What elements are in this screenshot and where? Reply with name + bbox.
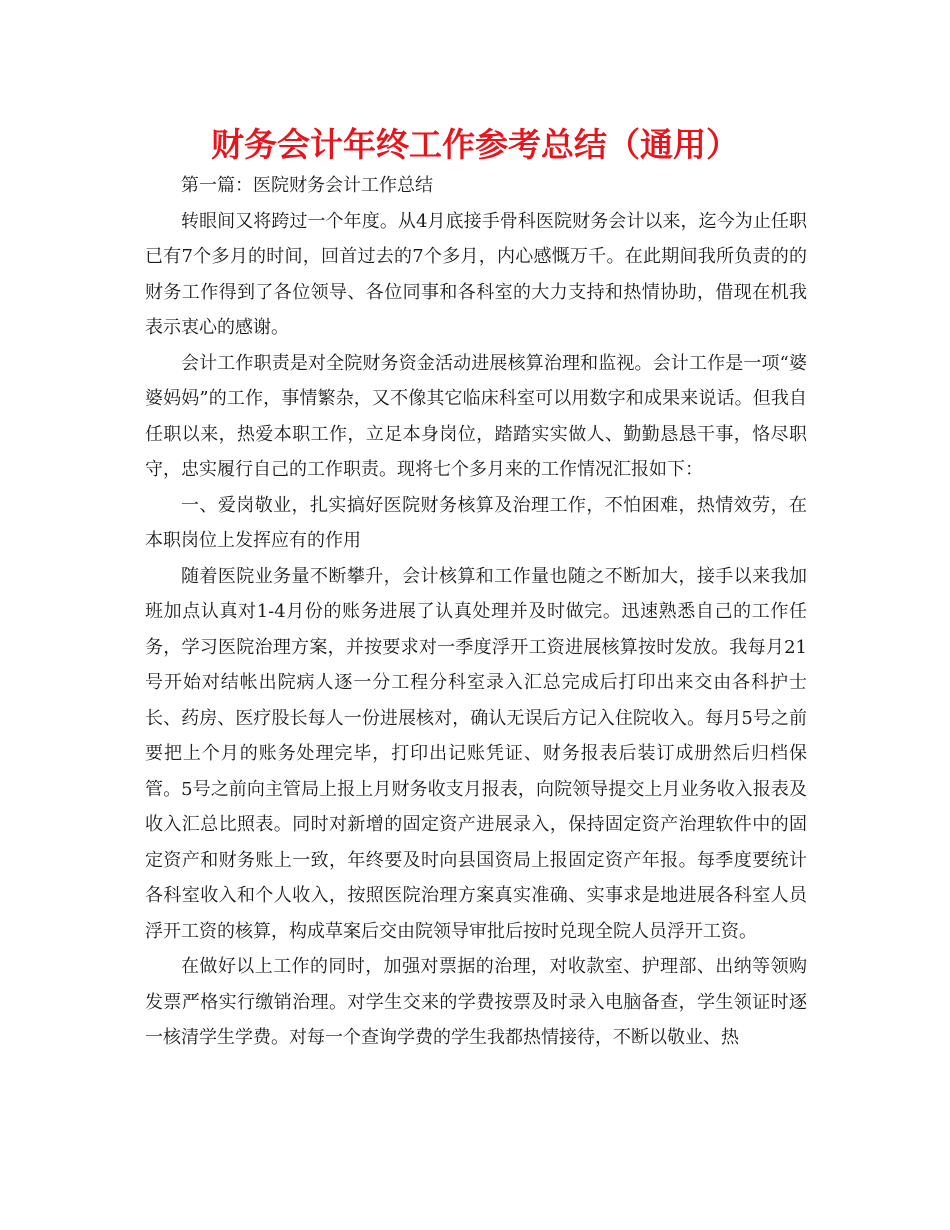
section-heading: 第一篇：医院财务会计工作总结 [181,175,433,196]
paragraph: 一、爱岗敬业，扎实搞好医院财务核算及治理工作，不怕困难，热情效劳，在本职岗位上发挥应有的作用 [145,494,807,551]
document-body [145,168,807,1056]
paragraph: 转眼间又将跨过一个年度。从4月底接手骨科医院财务会计以来，迄今为止任职已有7个多月的时间，回首过去的7个多月，内心感慨万千。在此期间我所负责的的财务工作得到了各位领导、各位同事和各科室的大力支持和热情协助，借现在机我表示衷心的感谢。 [145,210,807,338]
paragraph: 在做好以上工作的同时，加强对票据的治理，对收款室、护理部、出纳等领购发票严格实行缴销治理。对学生交来的学费按票及时录入电脑备查，学生领证时逐一核清学生学费。对每一个查询学费的学生我都热情接待，不断以敬业、热 [145,956,807,1048]
paragraph: 会计工作职责是对全院财务资金活动进展核算治理和监视。会计工作是一项“婆婆妈妈”的工作，事情繁杂，又不像其它临床科室可以用数字和成果来说话。但我自任职以来，热爱本职工作，立足本身岗位，踏踏实实做人、勤勤恳恳干事，恪尽职守，忠实履行自己的工作职责。现将七个多月来的工作情况汇报如下： [145,352,807,480]
document-title: 财务会计年终工作参考总结（通用） [211,125,739,164]
paragraph: 随着医院业务量不断攀升，会计核算和工作量也随之不断加大，接手以来我加班加点认真对1-4月份的账务进展了认真处理并及时做完。迅速熟悉自己的工作任务，学习医院治理方案，并按要求对一季度浮开工资进展核算按时发放。我每月21号开始对结帐出院病人逐一分工程分科室录入汇总完成后打印出来交由各科护士长、药房、医疗股长每人一份进展核对，确认无误后方记入住院收入。每月5号之前要把上个月的账务处理完毕，打印出记账凭证、财务报表后装订成册然后归档保管。5号之前向主管局上报上月财务收支月报表，向院领导提交上月业务收入报表及收入汇总比照表。同时对新增的固定资产进展录入，保持固定资产治理软件中的固定资产和财务账上一致，年终要及时向县国资局上报固定资产年报。每季度要统计各科室收入和个人收入，按照医院治理方案真实准确、实事求是地进展各科室人员浮开工资的核算，构成草案后交由院领导审批后按时兑现全院人员浮开工资。 [145,565,807,942]
